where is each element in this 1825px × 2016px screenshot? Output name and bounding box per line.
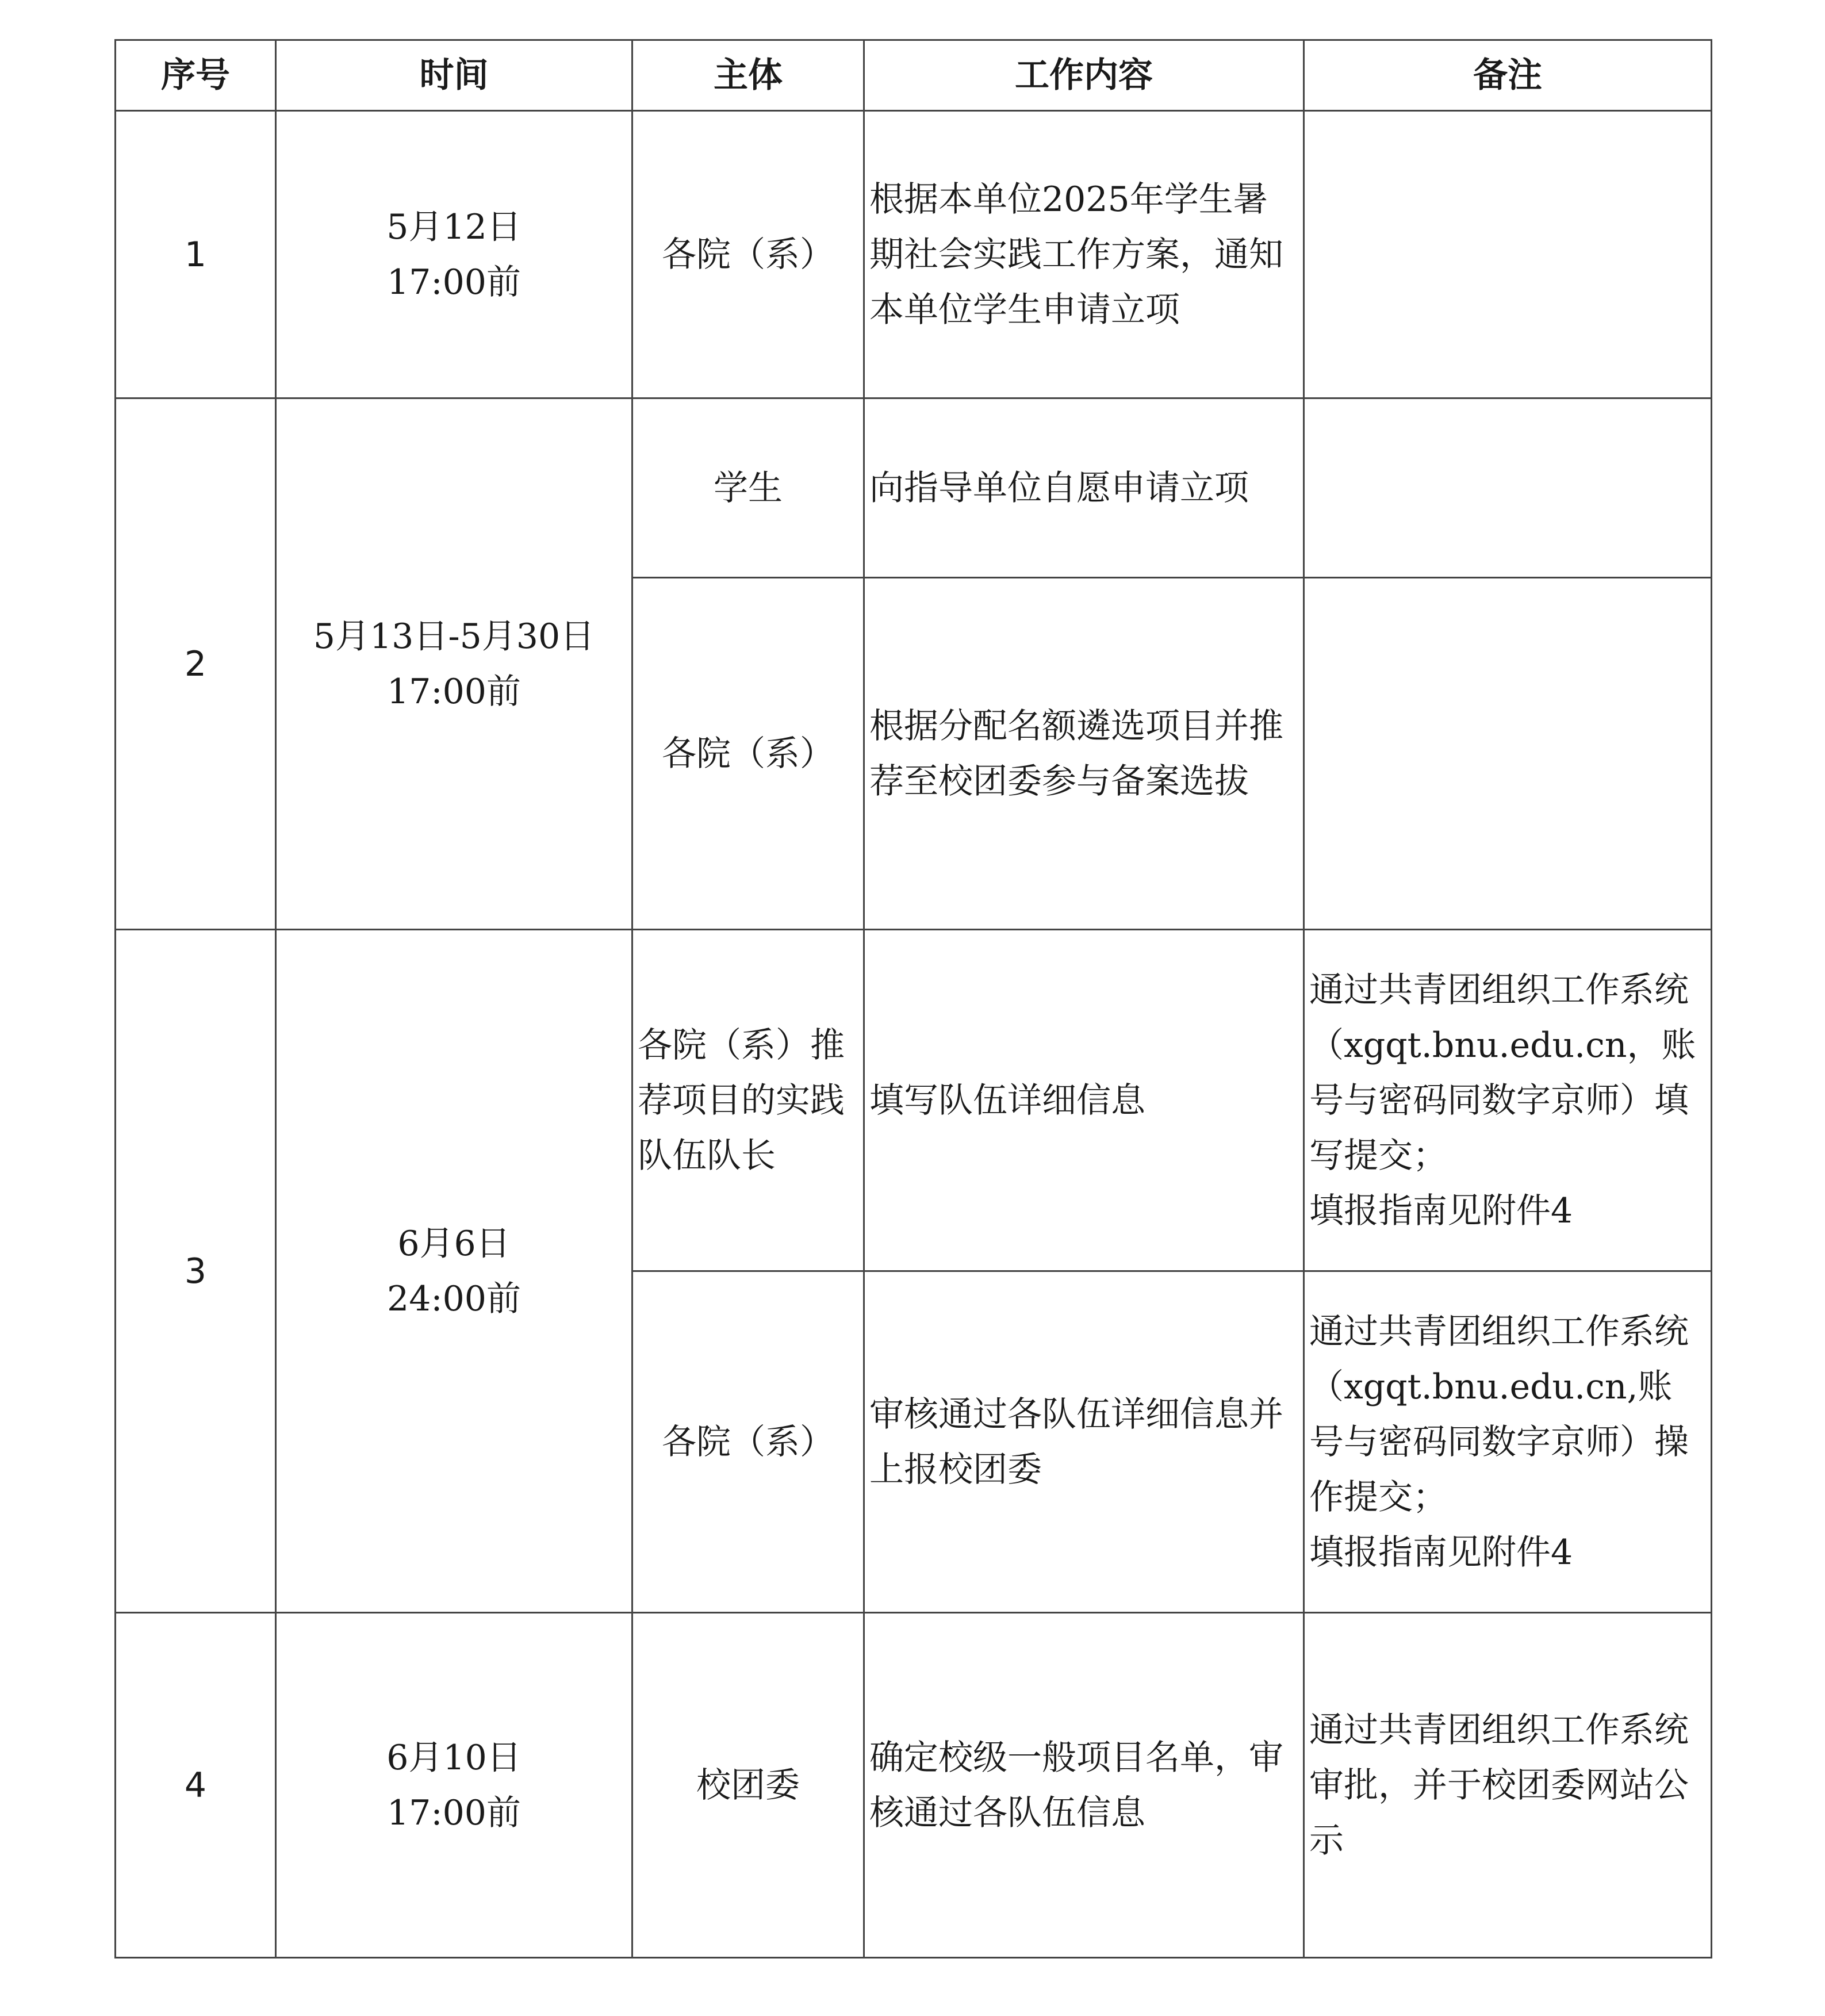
- table-row: [116, 111, 1712, 398]
- schedule-table: [114, 39, 1712, 1958]
- seq-cell: 2: [116, 398, 276, 930]
- header-subject: 主体: [632, 40, 864, 111]
- content-cell: 根据本单位2025年学生暑期社会实践工作方案，通知本单位学生申请立项: [864, 111, 1304, 398]
- seq-cell: 4: [116, 1613, 276, 1958]
- seq-cell: 3: [116, 930, 276, 1613]
- subject-cell: 各院（系）推荐项目的实践队伍队长: [632, 930, 864, 1271]
- time-date: 6月10日: [386, 1737, 522, 1778]
- remark-cell: [1304, 398, 1712, 578]
- remark-line: 填报指南见附件4: [1309, 1532, 1573, 1573]
- content-cell: 向指导单位自愿申请立项: [864, 398, 1304, 578]
- subject-cell: 学生: [632, 398, 864, 578]
- time-deadline: 17:00前: [387, 671, 521, 712]
- seq-cell: 1: [116, 111, 276, 398]
- time-cell: [276, 398, 632, 930]
- time-deadline: 24:00前: [387, 1278, 521, 1319]
- time-date: 5月12日: [386, 206, 522, 247]
- remark-cell: [1304, 111, 1712, 398]
- header-time: 时间: [276, 40, 632, 111]
- time-cell: [276, 111, 632, 398]
- time-cell: [276, 1613, 632, 1958]
- remark-line: 通过共青团组织工作系统（xgqt.bnu.edu.cn,账号与密码同数字京师）操作提交；: [1309, 1311, 1689, 1517]
- table-row: [116, 930, 1712, 1271]
- time-deadline: 17:00前: [387, 262, 521, 302]
- header-remark: 备注: [1304, 40, 1712, 111]
- subject-cell: 各院（系）: [632, 578, 864, 930]
- time-deadline: 17:00前: [387, 1792, 521, 1833]
- table-row: [116, 1613, 1712, 1958]
- remark-cell: 通过共青团组织工作系统审批，并于校团委网站公示: [1304, 1613, 1712, 1958]
- content-cell: 审核通过各队伍详细信息并上报校团委: [864, 1271, 1304, 1613]
- header-content: 工作内容: [864, 40, 1304, 111]
- remark-line: 填报指南见附件4: [1309, 1190, 1573, 1231]
- table-row: [116, 398, 1712, 578]
- content-cell: 填写队伍详细信息: [864, 930, 1304, 1271]
- header-seq: 序号: [116, 40, 276, 111]
- subject-cell: 各院（系）: [632, 1271, 864, 1613]
- remark-cell: [1304, 578, 1712, 930]
- time-date: 5月13日-5月30日: [313, 616, 595, 657]
- remark-line: 通过共青团组织工作系统（xgqt.bnu.edu.cn，账号与密码同数字京师）填写提交；: [1309, 969, 1696, 1176]
- content-cell: 根据分配名额遴选项目并推荐至校团委参与备案选拔: [864, 578, 1304, 930]
- remark-cell: [1304, 930, 1712, 1271]
- subject-cell: 各院（系）: [632, 111, 864, 398]
- remark-cell: [1304, 1271, 1712, 1613]
- subject-cell: 校团委: [632, 1613, 864, 1958]
- header-row: [116, 40, 1712, 111]
- content-cell: 确定校级一般项目名单，审核通过各队伍信息: [864, 1613, 1304, 1958]
- time-cell: [276, 930, 632, 1613]
- time-date: 6月6日: [397, 1223, 511, 1264]
